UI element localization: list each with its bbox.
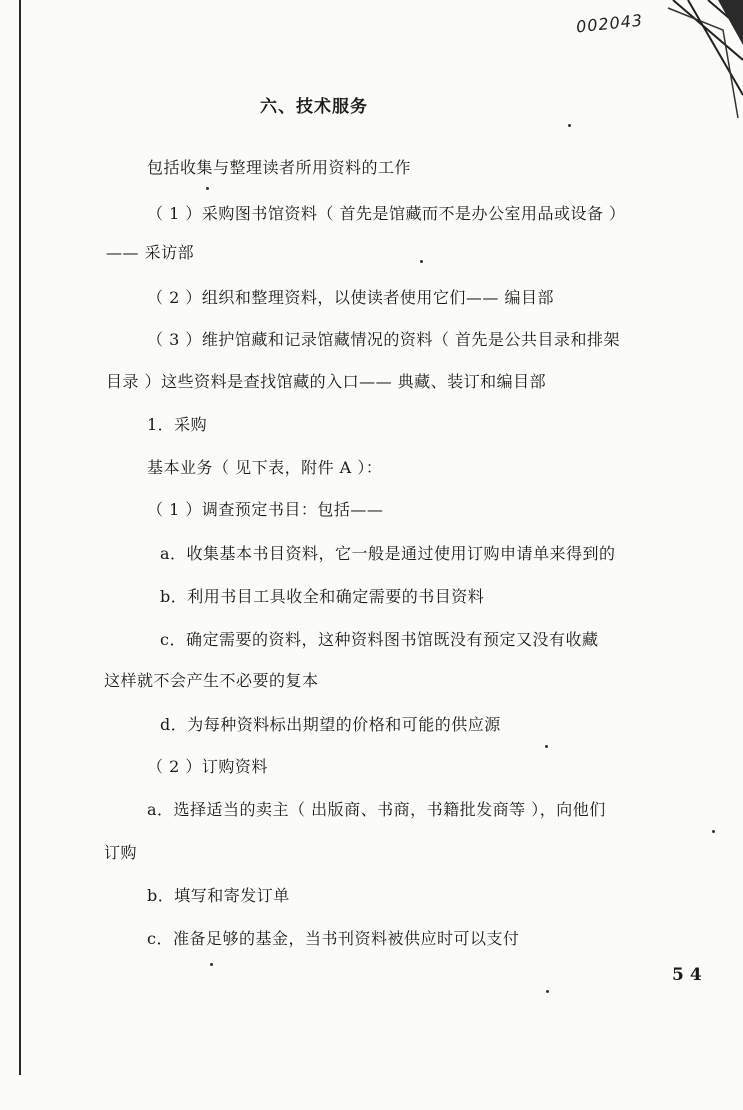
body-line: （ 1 ）调查预定书目：包括——	[147, 500, 384, 519]
body-line: —— 采访部	[106, 243, 195, 262]
scan-speck	[568, 124, 571, 127]
body-line: d．为每种资料标出期望的价格和可能的供应源	[160, 715, 501, 734]
body-line: （ 1 ）采购图书馆资料（ 首先是馆藏而不是办公室用品或设备 ）	[147, 204, 626, 223]
scan-speck	[206, 187, 209, 190]
scan-speck	[546, 990, 549, 993]
scan-speck	[420, 260, 423, 263]
body-line: 基本业务（ 见下表，附件 A ）：	[147, 458, 383, 477]
body-line: 目录 ）这些资料是查找馆藏的入口—— 典藏、装订和编目部	[106, 372, 547, 391]
body-line: （ 2 ）组织和整理资料，以使读者使用它们—— 编目部	[147, 288, 554, 307]
body-line: 1．采购	[147, 415, 208, 434]
body-line: （ 3 ）维护馆藏和记录馆藏情况的资料（ 首先是公共目录和排架	[147, 330, 620, 349]
body-line: b．填写和寄发订单	[147, 886, 290, 905]
body-line: c．确定需要的资料，这种资料图书馆既没有预定又没有收藏	[160, 630, 599, 649]
section-heading: 六、技术服务	[260, 97, 368, 117]
scan-speck	[210, 963, 213, 966]
scan-speck	[545, 745, 548, 748]
body-line: c．准备足够的基金，当书刊资料被供应时可以支付	[147, 929, 520, 948]
body-line: 包括收集与整理读者所用资料的工作	[147, 158, 412, 177]
body-line: （ 2 ）订购资料	[147, 757, 268, 776]
corner-folder-mark	[663, 0, 743, 120]
scan-speck	[712, 830, 715, 833]
binding-edge-line	[19, 0, 21, 1075]
body-line: a．收集基本书目资料，它一般是通过使用订购申请单来得到的	[160, 544, 616, 563]
body-line: b．利用书目工具收全和确定需要的书目资料	[160, 587, 485, 606]
archive-number-stamp: 002043	[575, 10, 644, 37]
body-line: a．选择适当的卖主（ 出版商、书商，书籍批发商等 ），向他们	[147, 800, 606, 819]
page-number: 54	[672, 965, 708, 985]
body-line: 订购	[104, 843, 138, 862]
body-line: 这样就不会产生不必要的复本	[104, 671, 319, 690]
